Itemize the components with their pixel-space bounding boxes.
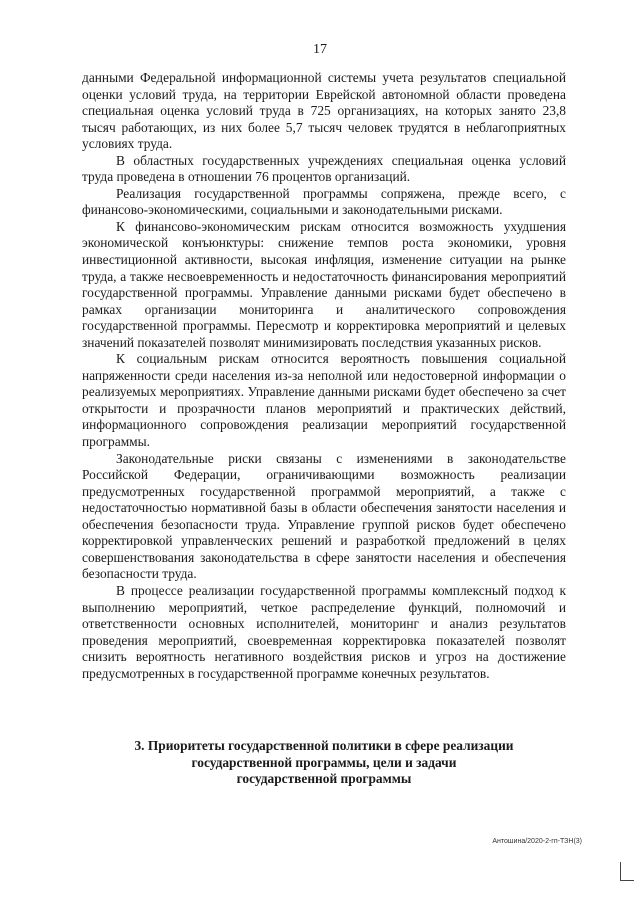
section-heading-line-2: государственной программы, цели и задачи bbox=[191, 754, 457, 770]
paragraph-risk-management: В процессе реализации государственной программы комплексный подход к выполнению мероприятий, четкое распределение функций, полномочий и ответственности основных исполнителей, мониторинг и анализ результатов проведения мероприятий, своевременная корректировка показателей позволят снизить вероятность негативного воздействия рисков и угроз на достижение предусмотренных в государственной программе конечных результатов. bbox=[82, 582, 566, 681]
paragraph-social-risks: К социальным рискам относится вероятность повышения социальной напряженности среди населения из-за неполной или недостоверной информации о реализуемых мероприятиях. Управление данными рисками будет обеспечено за счет открытости и прозрачности планов мероприятий и практических действий, информационного сопровождения реализации мероприятий государственной программы. bbox=[82, 351, 566, 450]
page-number: 17 bbox=[313, 42, 327, 57]
paragraph-financial-risks: К финансово-экономическим рискам относится возможность ухудшения экономической конъюнктуры: снижение темпов роста экономики, уровня инвестиционной активности, высокая инфляция, изменение ситуации на рынке труда, а также несвоевременность и недостаточность финансирования мероприятий государственной программы. Управление данными рисками будет обеспечено в рамках организации мониторинга и аналитического сопровождения государственной программы. Пересмотр и корректировка мероприятий и целевых значений показателей позволят минимизировать последствия указанных рисков. bbox=[82, 218, 566, 350]
scan-edge-mark-vertical bbox=[620, 862, 621, 881]
scan-edge-mark-horizontal bbox=[620, 880, 634, 881]
section-heading-line-1: 3. Приоритеты государственной политики в сфере реализации bbox=[134, 738, 514, 753]
document-code: Антошина/2020-2-гп-ТЗН(3) bbox=[492, 838, 582, 845]
section-heading-line-3: государственной программы bbox=[236, 771, 412, 786]
body-text bbox=[82, 70, 566, 682]
paragraph-risks-intro: Реализация государственной программы сопряжена, прежде всего, с финансово-экономическими, социальными и законодательными рисками. bbox=[82, 185, 566, 218]
section-heading bbox=[82, 738, 566, 788]
paragraph-legislative-risks: Законодательные риски связаны с изменениями в законодательстве Российской Федерации, ограничивающими возможность реализации предусмотренных государственной программой мероприятий, а также с недостаточностью нормативной базы в области обеспечения занятости населения и обеспечения безопасности труда. Управление группой рисков будет обеспечено корректировкой управленческих решений и разработкой предложений в целях совершенствования законодательства в сфере занятости населения и обеспечения безопасности труда. bbox=[82, 450, 566, 582]
paragraph-regional-institutions: В областных государственных учреждениях специальная оценка условий труда проведена в отношении 76 процентов организаций. bbox=[82, 152, 566, 185]
paragraph-continuation: данными Федеральной информационной системы учета результатов специальной оценки условий труда, на территории Еврейской автономной области проведена специальная оценка условий труда в 725 организациях, на которых занято 23,8 тысяч работающих, из них более 5,7 тысяч человек трудятся в неблагоприятных условиях труда. bbox=[82, 70, 566, 152]
